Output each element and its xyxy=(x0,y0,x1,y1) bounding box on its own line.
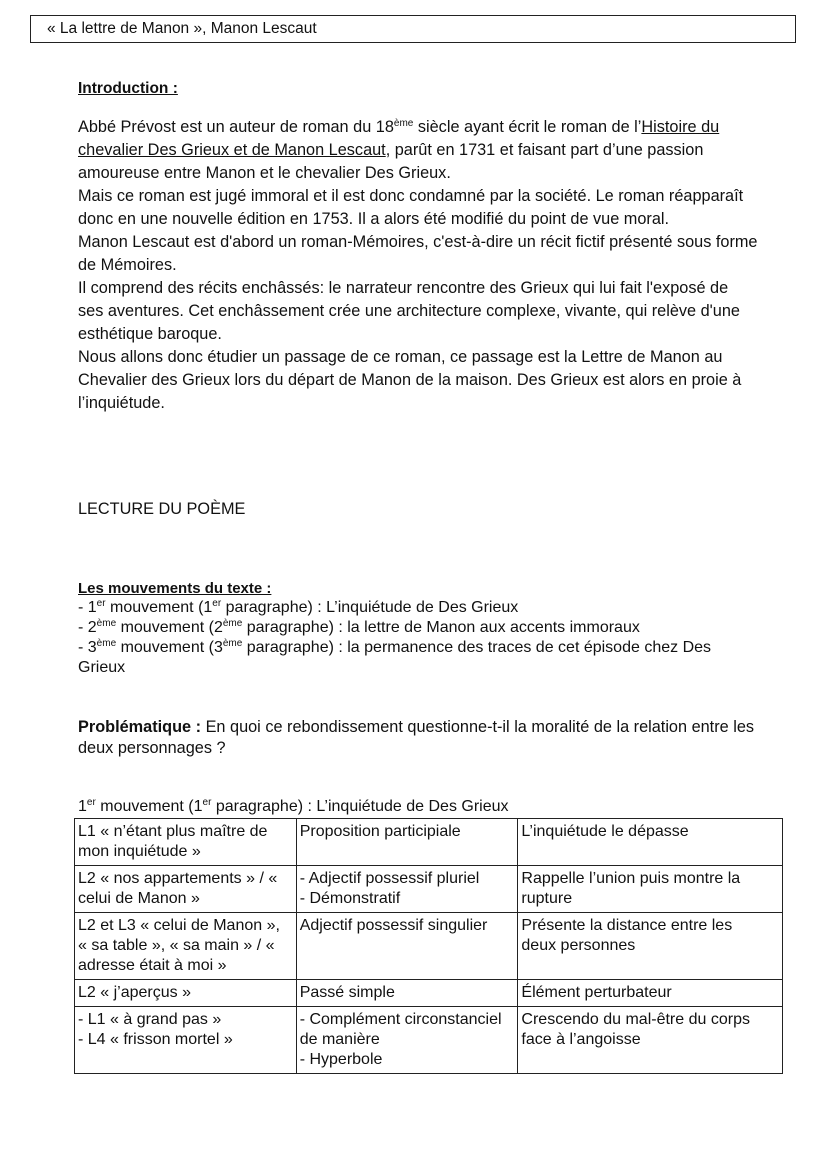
table-row xyxy=(75,819,783,866)
table-row xyxy=(75,866,783,913)
lecture-heading: LECTURE DU POÈME xyxy=(78,500,246,518)
table-cell xyxy=(75,819,297,866)
table-cell xyxy=(296,866,518,913)
cell-line: Adjectif possessif singulier xyxy=(299,917,488,934)
document-title: « La lettre de Manon », Manon Lescaut xyxy=(47,20,317,37)
cell-line: mon inquiétude » xyxy=(78,843,201,860)
cell-line: celui de Manon » xyxy=(78,890,200,907)
cell-line: Élément perturbateur xyxy=(521,984,672,1001)
cell-line: - Démonstratif xyxy=(299,890,401,907)
table-cell xyxy=(75,866,297,913)
table-cell xyxy=(518,913,783,980)
book-title-cont: chevalier Des Grieux et de Manon Lescaut xyxy=(78,141,386,159)
table-caption: 1er mouvement (1er paragraphe) : L’inquiétude de Des Grieux xyxy=(78,797,509,815)
cell-line: Proposition participiale xyxy=(299,823,461,840)
cell-line: Présente la distance entre les xyxy=(521,917,733,934)
table-cell xyxy=(75,1007,297,1074)
document-title-box xyxy=(30,15,796,43)
intro-paragraph-4: Il comprend des récits enchâssés: le narrateur rencontre des Grieux qui lui fait l'exposé de ses aventures. Cet enchâssement crée une architecture complexe, vivante, qui relève d'une esthétique baroque. xyxy=(78,279,740,343)
problematique-text: En quoi ce rebondissement questionne-t-il la moralité de la relation entre les deux personnages ? xyxy=(78,718,755,757)
problematique xyxy=(78,717,758,759)
cell-line: L2 et L3 « celui de Manon », xyxy=(78,917,280,934)
table-cell xyxy=(518,866,783,913)
cell-line: Crescendo du mal-être du corps xyxy=(521,1011,750,1028)
cell-line: L2 « j’aperçus » xyxy=(78,984,191,1001)
table-cell xyxy=(518,1007,783,1074)
movements-list xyxy=(78,598,748,678)
cell-line: - Adjectif possessif pluriel xyxy=(299,870,480,887)
cell-line: - Hyperbole xyxy=(299,1051,383,1068)
intro-paragraph-2: Mais ce roman est jugé immoral et il est donc condamné par la société. Le roman réapparaît donc en une nouvelle édition en 1753. Il a alors été modifié du point de vue moral. xyxy=(78,187,744,228)
cell-line: de manière xyxy=(299,1031,380,1048)
table-cell xyxy=(75,980,297,1007)
table-row xyxy=(75,1007,783,1074)
book-title: Histoire du xyxy=(641,118,720,136)
table-cell xyxy=(296,980,518,1007)
table-row xyxy=(75,980,783,1007)
movements-heading: Les mouvements du texte : xyxy=(78,580,272,597)
intro-paragraph-1: Abbé Prévost est un auteur de roman du 18ème siècle ayant écrit le roman de l’Histoire du chevalier Des Grieux et de Manon Lescaut, parût en 1731 et faisant part d’une passion amoureuse entre Manon et le chevalier Des Grieux. xyxy=(78,118,720,182)
cell-line: - L4 « frisson mortel » xyxy=(78,1031,233,1048)
cell-line: adresse était à moi » xyxy=(78,957,227,974)
table-cell xyxy=(75,913,297,980)
cell-line: Rappelle l’union puis montre la xyxy=(521,870,741,887)
cell-line: face à l’angoisse xyxy=(521,1031,641,1048)
movement-item: - 3ème mouvement (3ème paragraphe) : la permanence des traces de cet épisode chez Des Grieux xyxy=(78,638,712,676)
table-cell xyxy=(296,1007,518,1074)
cell-line: L2 « nos appartements » / « xyxy=(78,870,278,887)
cell-line: rupture xyxy=(521,890,573,907)
table-cell xyxy=(518,819,783,866)
problematique-label: Problématique : xyxy=(78,718,202,736)
cell-line: - Complément circonstanciel xyxy=(299,1011,502,1028)
cell-line: Passé simple xyxy=(299,984,395,1001)
table-cell xyxy=(518,980,783,1007)
table-row xyxy=(75,913,783,980)
intro-paragraph-5: Nous allons donc étudier un passage de ce roman, ce passage est la Lettre de Manon au Chevalier des Grieux lors du départ de Manon de la maison. Des Grieux est alors en proie à l’inquiétude. xyxy=(78,348,742,412)
table-cell xyxy=(296,913,518,980)
cell-line: L1 « n’étant plus maître de xyxy=(78,823,268,840)
table-cell xyxy=(296,819,518,866)
cell-line: « sa table », « sa main » / « xyxy=(78,937,275,954)
movement-item: - 2ème mouvement (2ème paragraphe) : la lettre de Manon aux accents immoraux xyxy=(78,618,640,636)
movement-item: - 1er mouvement (1er paragraphe) : L’inquiétude de Des Grieux xyxy=(78,598,519,616)
analysis-table xyxy=(74,818,783,1074)
cell-line: deux personnes xyxy=(521,937,636,954)
intro-heading: Introduction : xyxy=(78,80,178,97)
cell-line: - L1 « à grand pas » xyxy=(78,1011,222,1028)
intro-paragraph-3: Manon Lescaut est d'abord un roman-Mémoires, c'est-à-dire un récit fictif présenté sous forme de Mémoires. xyxy=(78,233,758,274)
intro-text xyxy=(78,116,758,415)
cell-line: L’inquiétude le dépasse xyxy=(521,823,689,840)
